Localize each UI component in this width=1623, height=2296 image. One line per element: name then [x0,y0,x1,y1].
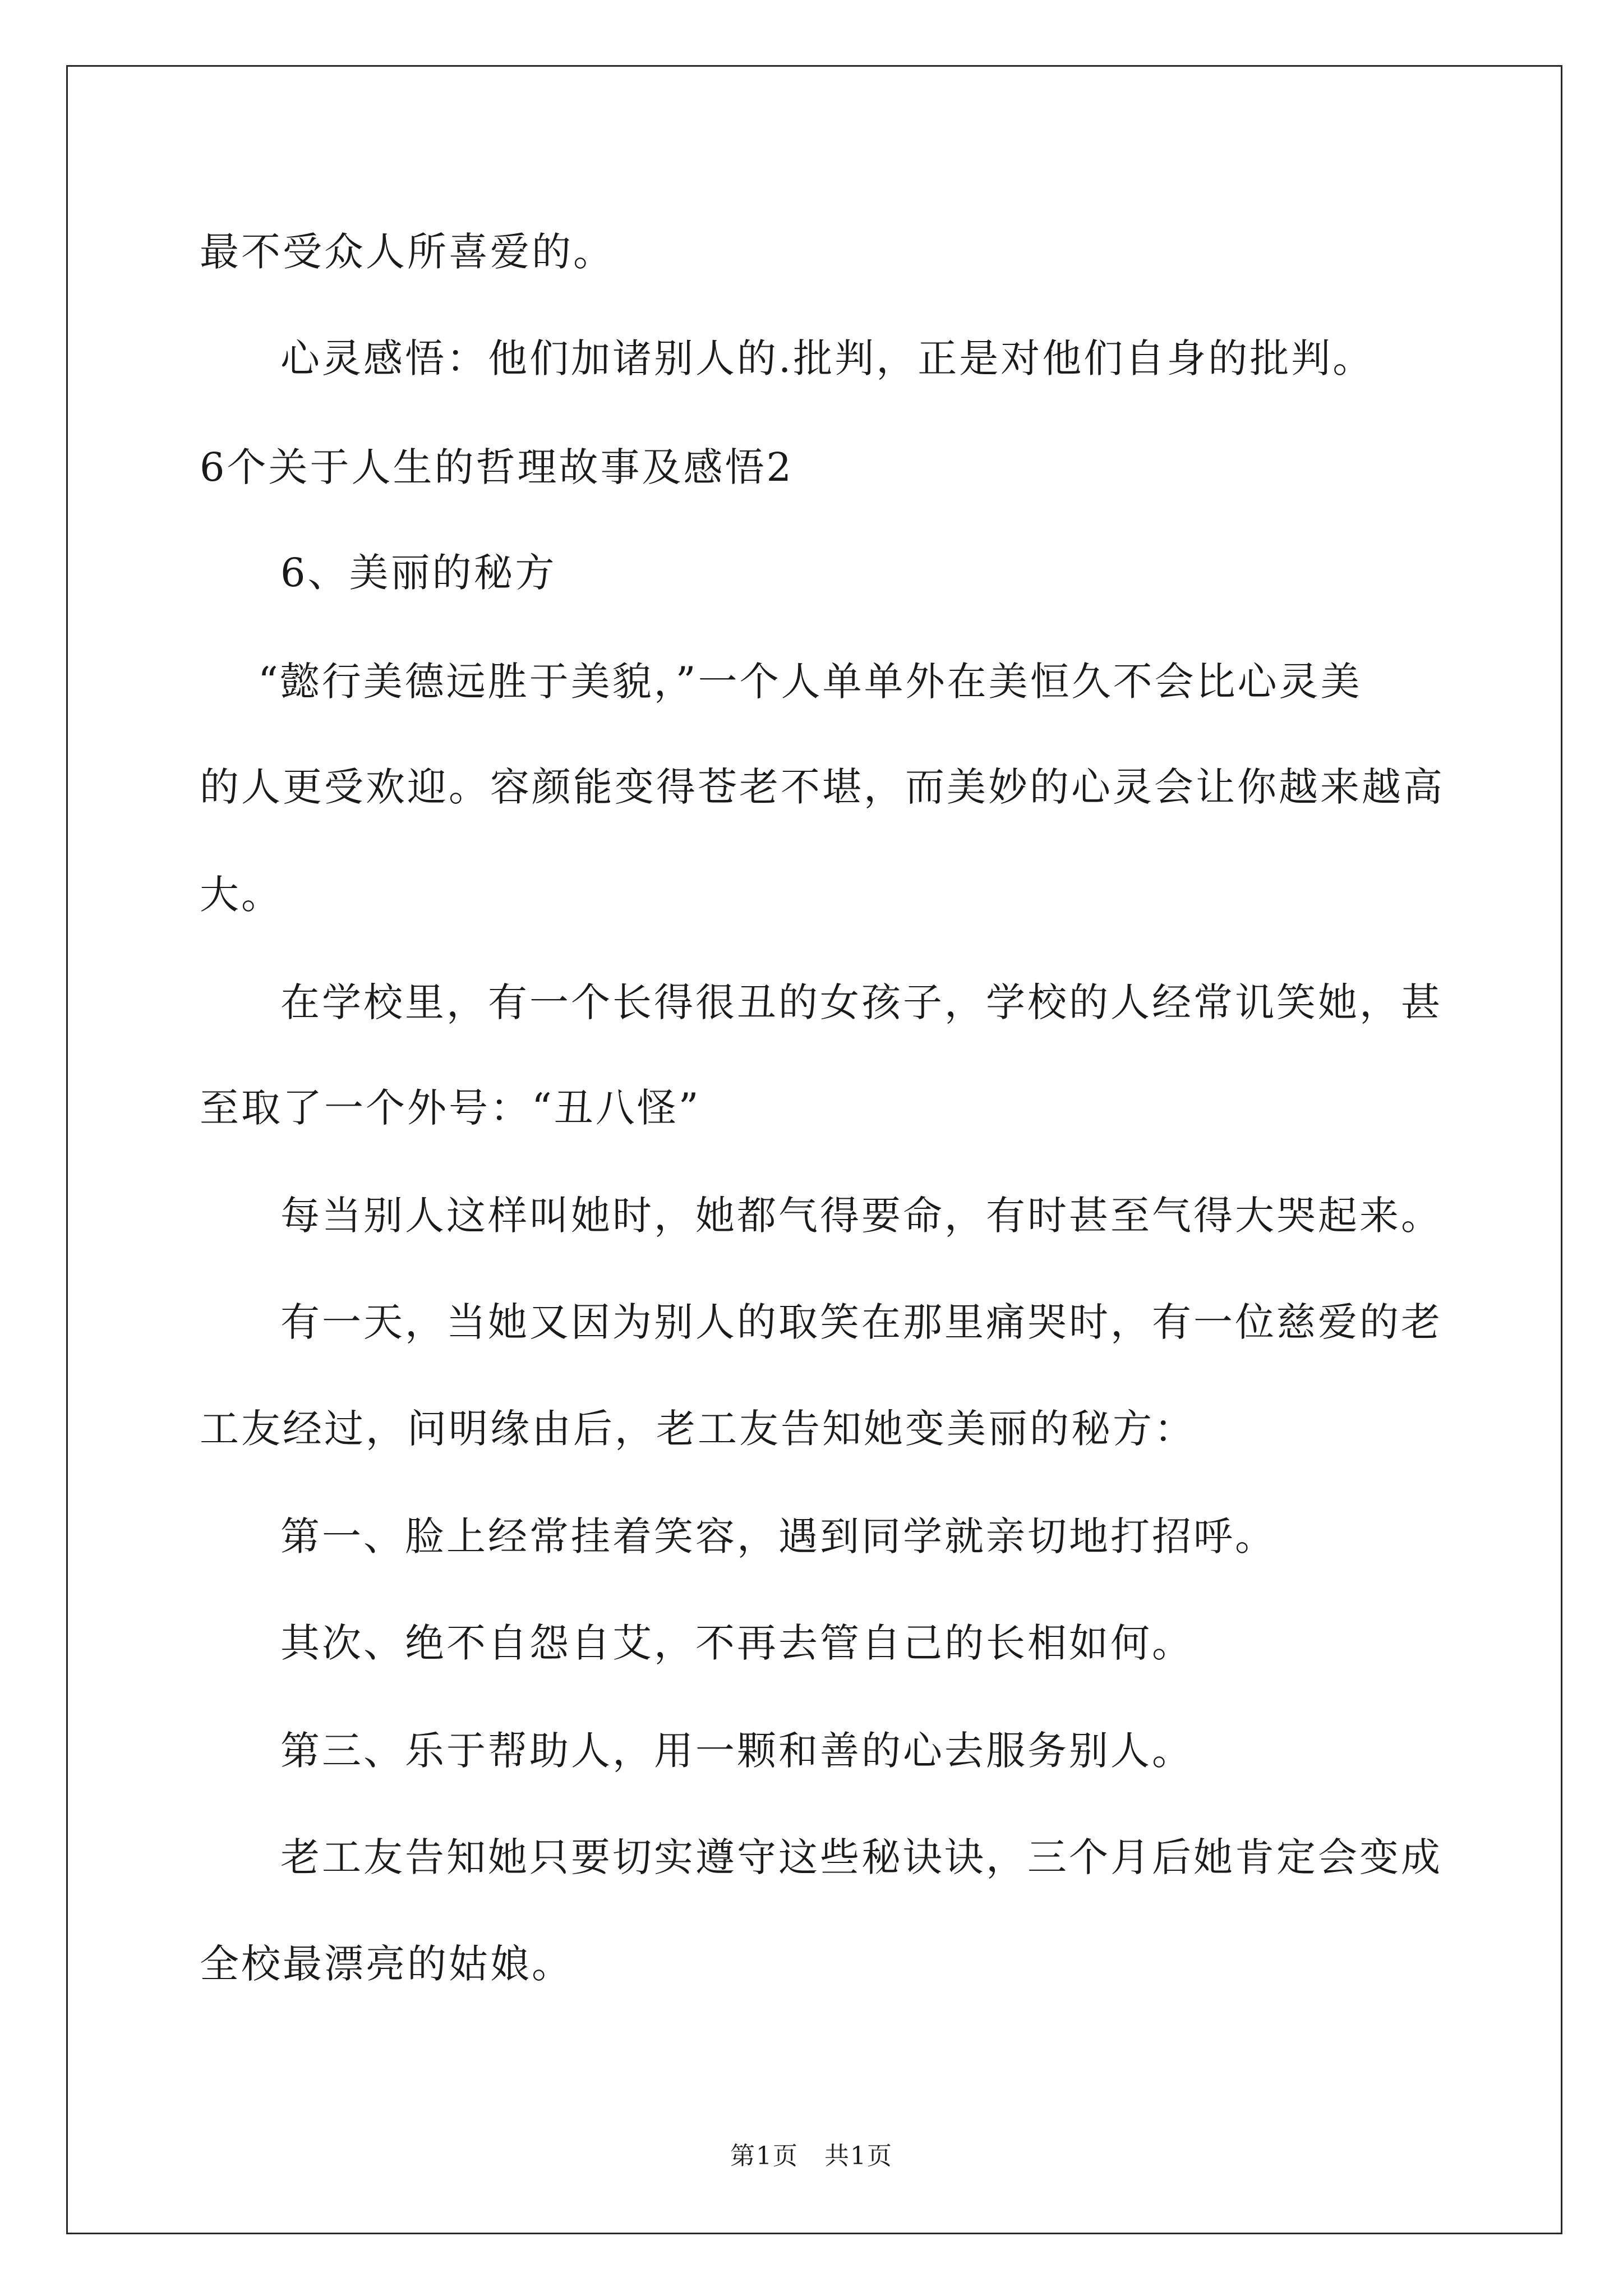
subheading: 6、美丽的秘方 [280,550,557,596]
text-line: 其次、绝不自怨自艾，不再去管自己的长相如何。 [280,1620,1193,1666]
text-line: 的人更受欢迎。容颜能变得苍老不堪，而美妙的心灵会让你越来越高 [200,764,1445,810]
text-line: 每当别人这样叫她时，她都气得要命，有时甚至气得大哭起来。 [280,1193,1442,1239]
text-line: 大。 [200,872,283,918]
text-line: 在学校里，有一个长得很丑的女孩子，学校的人经常讥笑她，甚 [280,979,1442,1025]
text-line: 工友经过，问明缘由后，老工友告知她变美丽的秘方： [200,1406,1196,1452]
page-number-footer: 第1页 共1页 [730,2142,893,2170]
text-line: 老工友告知她只要切实遵守这些秘诀诀，三个月后她肯定会变成 [280,1834,1442,1880]
page-border [66,65,1562,2234]
text-line: 至取了一个外号：“丑八怪” [200,1085,701,1131]
text-line: 第一、脸上经常挂着笑容，遇到同学就亲切地打招呼。 [280,1513,1276,1559]
section-heading: 6个关于人生的哲理故事及感悟2 [200,444,794,490]
text-line: 第三、乐于帮助人，用一颗和善的心去服务别人。 [280,1728,1193,1774]
text-line: 有一天，当她又因为别人的取笑在那里痛哭时，有一位慈爱的老 [280,1299,1442,1345]
text-line: “懿行美德远胜于美貌，”一个人单单外在美恒久不会比心灵美 [258,659,1362,705]
text-line: 最不受众人所喜爱的。 [200,229,615,275]
text-line: 心灵感悟：他们加诸别人的.批判，正是对他们自身的批判。 [280,335,1375,381]
text-line: 全校最漂亮的姑娘。 [200,1941,573,1987]
